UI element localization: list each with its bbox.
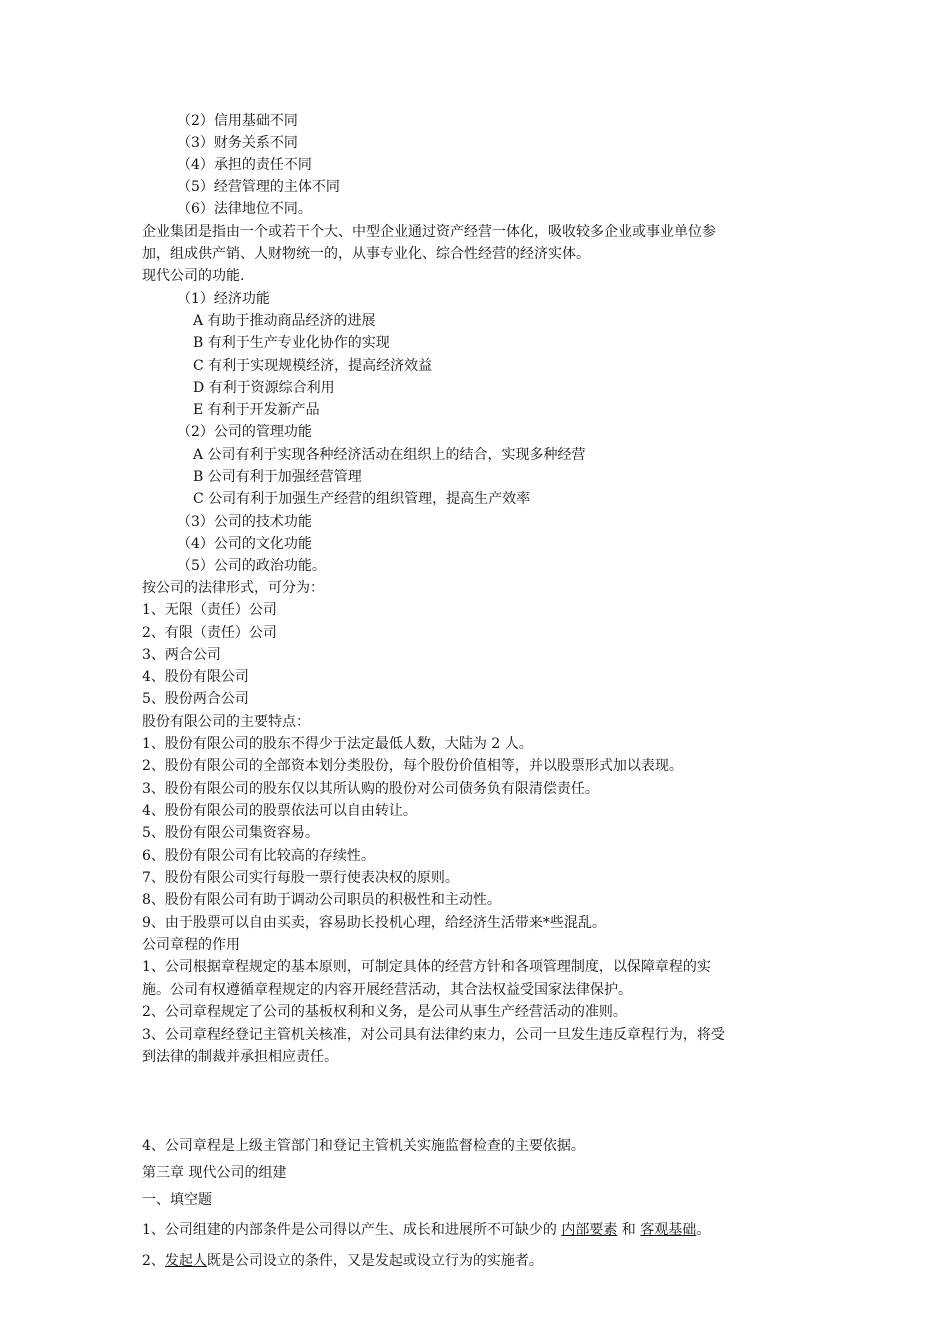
econ-item: A 有助于推动商品经济的进展: [193, 313, 376, 329]
charter-line: 施。公司有权遵循章程规定的内容开展经营活动，其合法权益受国家法律保护。: [142, 982, 632, 998]
charter-line: 2、公司章程规定了公司的基板权利和义务，是公司从事生产经营活动的准则。: [142, 1004, 627, 1020]
function-item: （3）公司的技术功能: [177, 514, 312, 530]
legal-form-item: 5、股份两合公司: [142, 691, 249, 707]
econ-item: D 有利于资源综合利用: [193, 380, 335, 396]
group-definition: 企业集团是指由一个或若干个大、中型企业通过资产经营一体化，吸收较多企业或事业单位参: [142, 224, 716, 240]
answer-blank: 客观基础: [640, 1222, 697, 1238]
feature-item: 3、股份有限公司的股东仅以其所认购的股份对公司债务负有限清偿责任。: [142, 781, 599, 797]
feature-item: 6、股份有限公司有比较高的存续性。: [142, 848, 375, 864]
feature-item: 5、股份有限公司集资容易。: [142, 825, 319, 841]
legal-form-item: 4、股份有限公司: [142, 669, 249, 685]
feature-item: 2、股份有限公司的全部资本划分类股份，每个股份价值相等，并以股票形式加以表现。: [142, 758, 683, 774]
answer-blank: 发起人: [164, 1253, 207, 1269]
fill-blank-question-1: [142, 1220, 710, 1240]
charter-line: 3、公司章程经登记主管机关核准，对公司具有法律约束力，公司一旦发生违反章程行为，将受: [142, 1027, 725, 1043]
group-definition: 加，组成供产销、人财物统一的，从事专业化、综合性经营的经济实体。: [142, 246, 590, 262]
charter-line: 4、公司章程是上级主管部门和登记主管机关实施监督检查的主要依据。: [142, 1138, 585, 1154]
chapter-title: 第三章 现代公司的组建: [142, 1165, 287, 1181]
charter-line: 到法律的制裁并承担相应责任。: [142, 1049, 338, 1065]
diff-item: （3）财务关系不同: [177, 135, 298, 151]
charter-heading: 公司章程的作用: [142, 937, 240, 953]
function-item: （5）公司的政治功能。: [177, 558, 326, 574]
diff-item: （5）经营管理的主体不同: [177, 179, 340, 195]
diff-item: （2）信用基础不同: [177, 113, 298, 129]
question-text: 2、: [142, 1253, 165, 1269]
mgmt-item: C 公司有利于加强生产经营的组织管理，提高生产效率: [193, 491, 531, 507]
functions-heading: 现代公司的功能.: [142, 268, 245, 284]
mgmt-item: B 公司有利于加强经营管理: [193, 469, 362, 485]
function-item: （4）公司的文化功能: [177, 536, 312, 552]
features-heading: 股份有限公司的主要特点：: [142, 714, 310, 730]
legal-form-item: 3、两合公司: [142, 647, 221, 663]
feature-item: 9、由于股票可以自由买卖，容易助长投机心理，给经济生活带来*些混乱。: [142, 915, 606, 931]
fill-blank-question-2: [142, 1251, 543, 1271]
answer-blank: 内部要素: [561, 1222, 618, 1238]
question-text: 。: [696, 1222, 711, 1238]
question-text: 1、公司组建的内部条件是公司得以产生、成长和进展所不可缺少的: [142, 1222, 562, 1238]
legal-form-heading: 按公司的法律形式，可分为：: [142, 580, 324, 596]
feature-item: 7、股份有限公司实行每股一票行使表决权的原则。: [142, 870, 459, 886]
feature-item: 1、股份有限公司的股东不得少于法定最低人数，大陆为 2 人。: [142, 736, 533, 752]
feature-item: 8、股份有限公司有助于调动公司职员的积极性和主动性。: [142, 892, 501, 908]
legal-form-item: 1、无限（责任）公司: [142, 602, 277, 618]
question-text: 既是公司设立的条件，又是发起或设立行为的实施者。: [206, 1253, 543, 1269]
question-text: 和: [617, 1222, 641, 1238]
mgmt-item: A 公司有利于实现各种经济活动在组织上的结合，实现多种经营: [193, 447, 586, 463]
diff-item: （4）承担的责任不同: [177, 157, 312, 173]
mgmt-function-heading: （2）公司的管理功能: [177, 424, 312, 440]
section-title: 一、填空题: [142, 1192, 212, 1208]
econ-item: E 有利于开发新产品: [193, 402, 320, 418]
legal-form-item: 2、有限（责任）公司: [142, 625, 277, 641]
diff-item: （6）法律地位不同。: [177, 201, 312, 217]
econ-item: B 有利于生产专业化协作的实现: [193, 335, 390, 351]
charter-line: 1、公司根据章程规定的基本原则，可制定具体的经营方针和各项管理制度，以保障章程的实: [142, 959, 711, 975]
feature-item: 4、股份有限公司的股票依法可以自由转让。: [142, 803, 417, 819]
econ-item: C 有利于实现规模经济，提高经济效益: [193, 358, 433, 374]
econ-function-heading: （1）经济功能: [177, 291, 270, 307]
